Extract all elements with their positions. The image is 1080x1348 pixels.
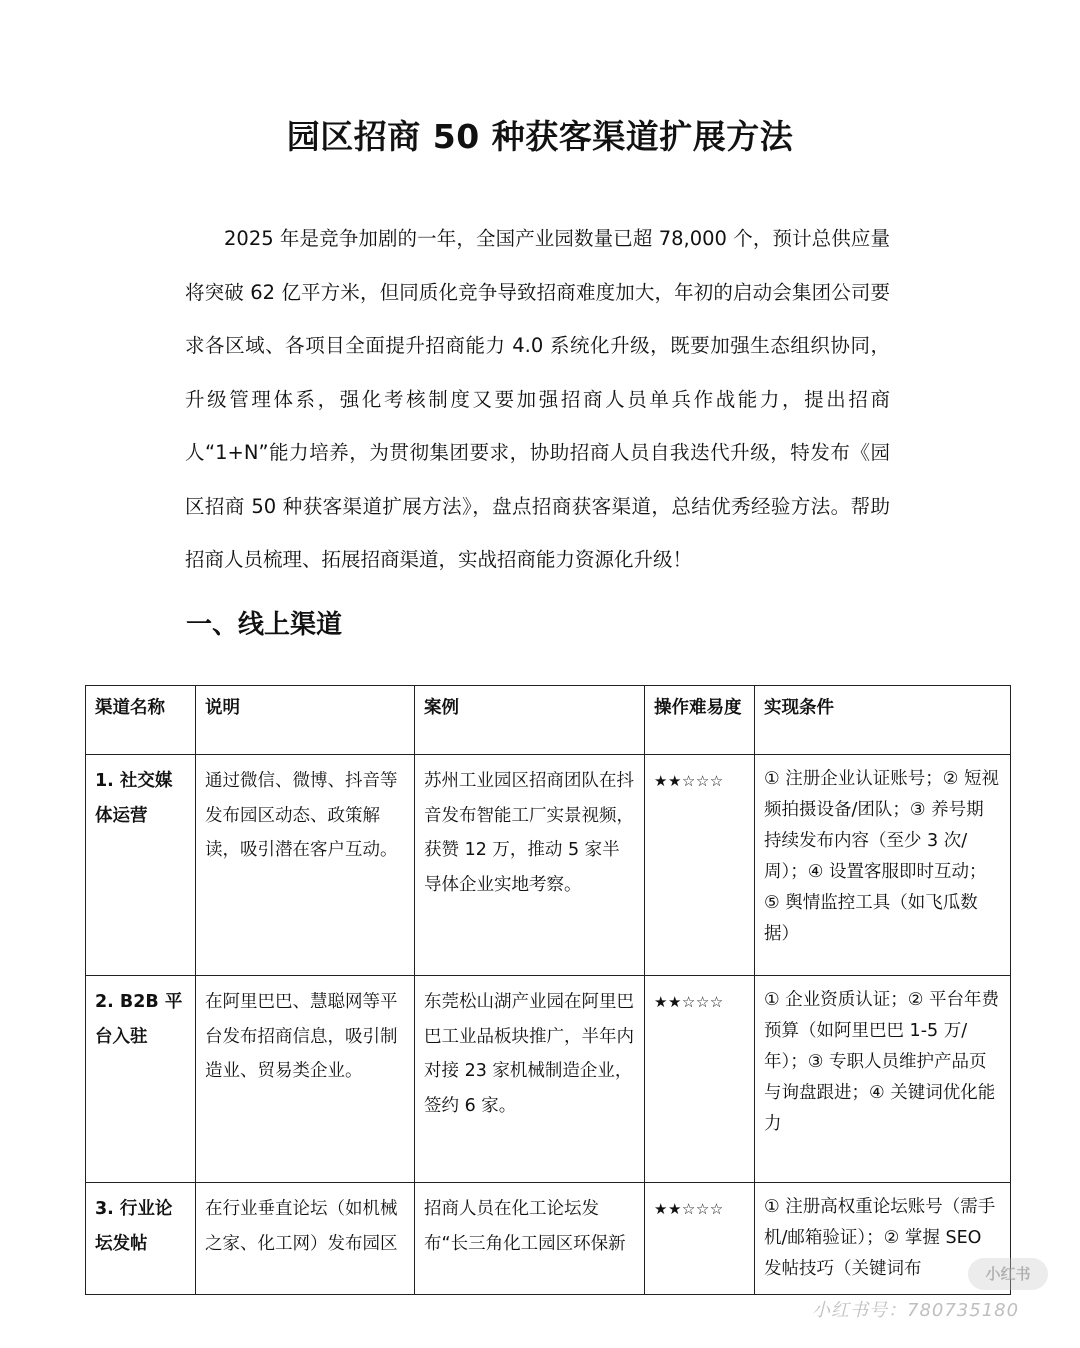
conditions-cell: ① 注册企业认证账号；② 短视频拍摄设备/团队；③ 养号期持续发布内容（至少 3 次/周）；④ 设置客服即时互动；⑤ 舆情监控工具（如飞瓜数据） <box>755 755 1011 976</box>
watermark-logo: 小红书 <box>968 1258 1048 1290</box>
conditions-cell: ① 企业资质认证；② 平台年费预算（如阿里巴巴 1-5 万/年）；③ 专职人员维护产品页与询盘跟进；④ 关键词优化能力 <box>755 976 1011 1183</box>
header-conditions: 实现条件 <box>755 686 1011 755</box>
difficulty-rating: ★★☆☆☆ <box>645 755 755 976</box>
channel-name-cell: 2. B2B 平台入驻 <box>86 976 196 1183</box>
watermark-id: 小红书号：780735180 <box>812 1300 1020 1321</box>
channels-table <box>85 685 1011 1295</box>
header-description: 说明 <box>196 686 415 755</box>
header-difficulty: 操作难易度 <box>645 686 755 755</box>
channel-name-cell: 1. 社交媒体运营 <box>86 755 196 976</box>
table-row <box>86 976 1011 1183</box>
description-cell: 在行业垂直论坛（如机械之家、化工网）发布园区 <box>196 1183 415 1295</box>
table-row <box>86 755 1011 976</box>
description-cell: 在阿里巴巴、慧聪网等平台发布招商信息，吸引制造业、贸易类企业。 <box>196 976 415 1183</box>
case-cell: 东莞松山湖产业园在阿里巴巴工业品板块推广，半年内对接 23 家机械制造企业，签约 6 家。 <box>415 976 645 1183</box>
table-header-row <box>86 686 1011 755</box>
intro-paragraph: 2025 年是竞争加剧的一年，全国产业园数量已超 78,000 个，预计总供应量将突破 62 亿平方米，但同质化竞争导致招商难度加大，年初的启动会集团公司要求各区域、各项目全面提升招商能力 4.0 系统化升级，既要加强生态组织协同，升级管理体系，强化考核制度又要加强招商人员单兵作战能力，提出招商人“1+N”能力培养，为贯彻集团要求，协助招商人员自我迭代升级，特发布《园区招商 50 种获客渠道扩展方法》，盘点招商获客渠道，总结优秀经验方法。帮助招商人员梳理、拓展招商渠道，实战招商能力资源化升级！ <box>185 227 890 571</box>
case-cell: 苏州工业园区招商团队在抖音发布智能工厂实景视频，获赞 12 万，推动 5 家半导体企业实地考察。 <box>415 755 645 976</box>
conditions-cell: ① 注册高权重论坛账号（需手机/邮箱验证）；② 掌握 SEO 发帖技巧（关键词布 <box>755 1183 1011 1295</box>
header-case: 案例 <box>415 686 645 755</box>
description-cell: 通过微信、微博、抖音等发布园区动态、政策解读，吸引潜在客户互动。 <box>196 755 415 976</box>
table-row <box>86 1183 1011 1295</box>
section-heading: 一、线上渠道 <box>186 610 343 640</box>
difficulty-rating: ★★☆☆☆ <box>645 1183 755 1295</box>
page-title: 园区招商 50 种获客渠道扩展方法 <box>286 117 794 156</box>
header-channel-name: 渠道名称 <box>86 686 196 755</box>
channel-name-cell: 3. 行业论坛发帖 <box>86 1183 196 1295</box>
difficulty-rating: ★★☆☆☆ <box>645 976 755 1183</box>
case-cell: 招商人员在化工论坛发布“长三角化工园区环保新 <box>415 1183 645 1295</box>
